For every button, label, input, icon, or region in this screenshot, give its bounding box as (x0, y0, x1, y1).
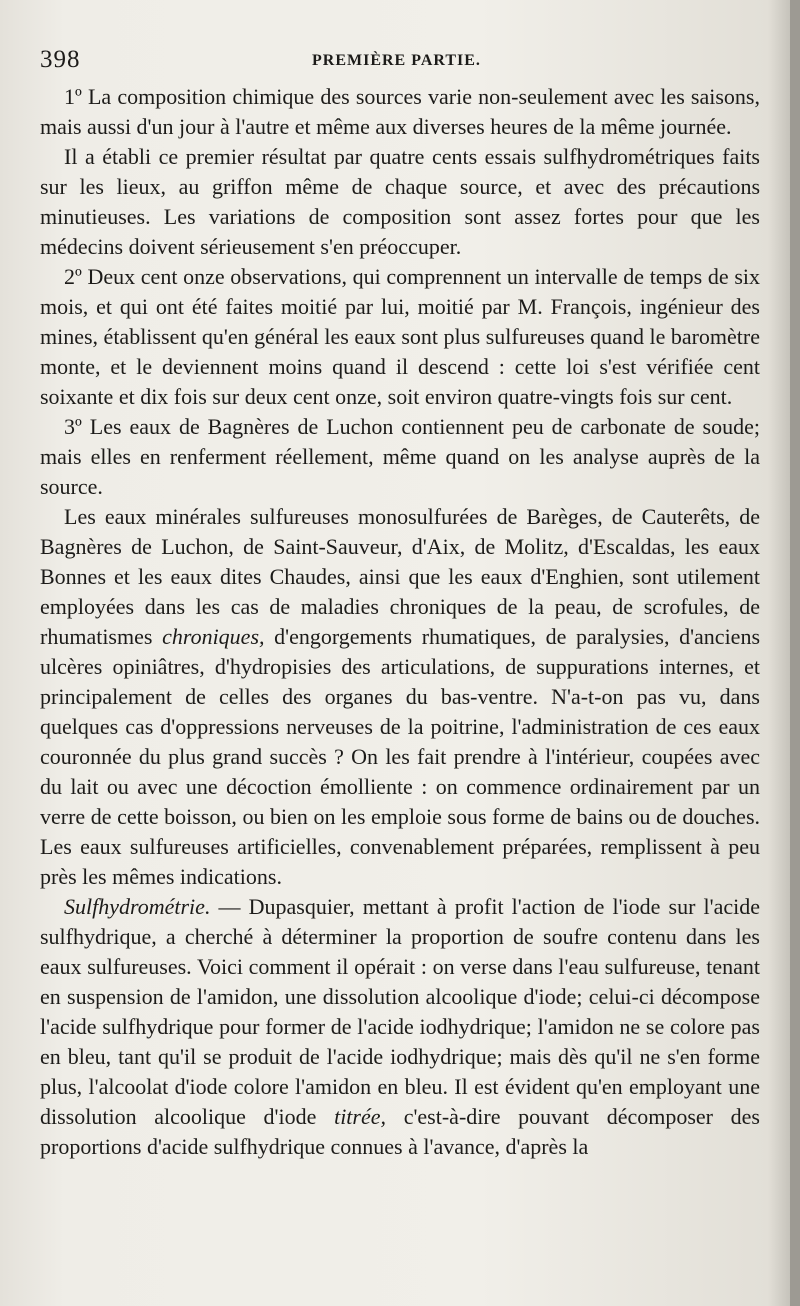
body-text (40, 82, 760, 1162)
page-header (40, 46, 760, 76)
paragraph-6-text: — Dupasquier, mettant à profit l'action de l'iode sur l'acide sulfhydrique, a cherché à déterminer la proportion de soufre contenu dans les eaux sulfureuses. Voici comment il opérait : on verse dans l'eau sulfureuse, tenant en suspension de l'amidon, une dissolution alcoolique d'iode; celui-ci décompose l'acide sulfhydrique pour former de l'acide iodhydrique; l'amidon ne se colore pas en bleu, tant qu'il se produit de l'acide iodhydrique; mais dès qu'il ne s'en forme plus, l'alcoolat d'iode colore l'amidon en bleu. Il est évident qu'en employant une dissolution alcoolique d'iode (40, 894, 760, 1129)
paragraph-2: Il a établi ce premier résultat par quatre cents essais sulfhydrométriques faits sur les lieux, au griffon même de chaque source, et avec des précautions minutieuses. Les variations de composition sont assez fortes pour que les médecins doivent sérieusement s'en préoccuper. (40, 144, 760, 259)
paragraph-5-text-end: d'engorgements rhumatiques, de paralysies, d'anciens ulcères opiniâtres, d'hydropisies des articulations, de suppurations internes, et principalement de celles des organes du bas-ventre. N'a-t-on pas vu, dans quelques cas d'oppressions nerveuses de la poitrine, l'administration de ces eaux couronnée du plus grand succès ? On les fait prendre à l'intérieur, coupées avec du lait ou avec une décoction émolliente : on commence ordinairement par un verre de cette boisson, ou bien on les emploie sous forme de bains ou de douches. Les eaux sulfureuses artificielles, convenablement préparées, remplissent à peu près les mêmes indications. (40, 624, 761, 889)
paragraph-3: 2º Deux cent onze observations, qui comprennent un intervalle de temps de six mois, et qui ont été faites moitié par lui, moitié par M. François, ingénieur des mines, établissent qu'en général les eaux sont plus sulfureuses quand le baromètre monte, et le deviennent moins quand il descend : cette loi s'est vérifiée cent soixante et dix fois sur deux cent onze, soit environ quatre-vingts fois sur cent. (40, 264, 760, 409)
page-edge-shadow (790, 0, 800, 1306)
paragraph-6-text-end: c'est-à-dire pouvant décomposer des proportions d'acide sulfhydrique connues à l'avance, d'après la (40, 1104, 760, 1159)
section-lead-sulfhydrometrie: Sulfhydrométrie. (64, 894, 211, 919)
running-title: PREMIÈRE PARTIE. (312, 52, 481, 69)
paragraph-1: 1º La composition chimique des sources varie non-seulement avec les saisons, mais aussi d'un jour à l'autre et même aux diverses heures de la même journée. (40, 84, 760, 139)
paragraph-5 (40, 502, 760, 892)
paragraph-6-italic: titrée, (334, 1104, 387, 1129)
paragraph-4: 3º Les eaux de Bagnères de Luchon contiennent peu de carbonate de soude; mais elles en renferment réellement, même quand on les analyse auprès de la source. (40, 414, 760, 499)
paragraph-6 (40, 892, 760, 1162)
paragraph-5-italic: chroniques, (162, 624, 265, 649)
page-number: 398 (40, 46, 81, 73)
paragraph-5-text: Les eaux minérales sulfureuses monosulfurées de Barèges, de Cauterêts, de Bagnères de Luchon, de Saint-Sauveur, d'Aix, de Molitz, d'Escaldas, les eaux Bonnes et les eaux dites Chaudes, ainsi que les eaux d'Enghien, sont utilement employées dans les cas de maladies chroniques de la peau, de scrofules, de rhumatismes (40, 504, 760, 649)
